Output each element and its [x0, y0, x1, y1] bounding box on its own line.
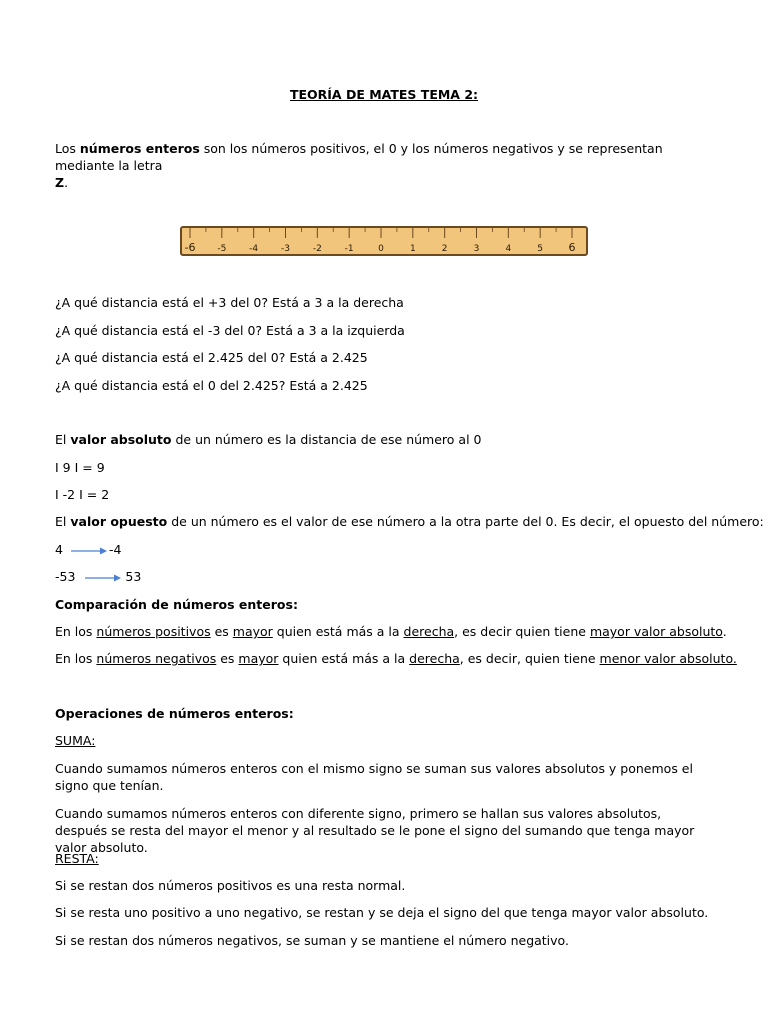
- question-1: ¿A qué distancia está el +3 del 0? Está a 3 a la derecha: [55, 295, 404, 310]
- underlined-term: mayor: [232, 624, 273, 639]
- text-segment: , es decir, quien tiene: [459, 651, 600, 666]
- question-4: ¿A qué distancia está el 0 del 2.425? Está a 2.425: [55, 378, 368, 393]
- resta-heading-text: RESTA:: [55, 851, 99, 866]
- ruler-tick-label: 0: [378, 244, 384, 254]
- opposite-bold: valor opuesto: [70, 514, 168, 529]
- ruler-tick-label: 2: [441, 244, 448, 254]
- intro-post: son los números positivos, el 0 y los números negativos y se representan mediante la letra: [55, 141, 663, 173]
- operations-heading: [55, 705, 294, 722]
- question-2: ¿A qué distancia está el -3 del 0? Está a 3 a la izquierda: [55, 323, 405, 338]
- ruler-tick-label: -1: [344, 244, 354, 254]
- ruler-tick-label: 4: [505, 244, 512, 254]
- absolute-example-2: I -2 I = 2: [55, 487, 110, 502]
- resta-paragraph-1: Si se restan dos números positivos es una resta normal.: [55, 878, 406, 893]
- opposite-example-2: [55, 568, 141, 585]
- underlined-term: menor valor absoluto.: [599, 651, 737, 666]
- intro-dot: .: [64, 175, 69, 190]
- ruler-tick-label: 6: [568, 241, 576, 254]
- underlined-term: derecha: [403, 624, 455, 639]
- underlined-term: derecha: [409, 651, 460, 666]
- opposite-ex1-from: 4: [55, 542, 63, 557]
- opposite-example-1: [55, 541, 121, 558]
- ruler-tick-label: 3: [473, 244, 480, 254]
- absolute-pre: El: [55, 432, 71, 447]
- opposite-ex1-to: -4: [108, 542, 122, 557]
- arrow-right-icon: [69, 545, 109, 557]
- absolute-example-1: I 9 I = 9: [55, 460, 105, 475]
- ruler-tick-label: -3: [281, 244, 290, 254]
- text-segment: En los: [55, 624, 97, 639]
- opposite-ex2-from: -53: [55, 569, 76, 584]
- intro-letter: Z: [55, 175, 65, 190]
- text-segment: quien está más a la: [272, 624, 404, 639]
- suma-heading-text: SUMA:: [55, 733, 96, 748]
- question-3: ¿A qué distancia está el 2.425 del 0? Está a 2.425: [55, 350, 368, 365]
- ruler-tick-label: 5: [537, 244, 544, 254]
- suma-heading: [55, 732, 95, 749]
- underlined-term: mayor valor absoluto: [589, 624, 723, 639]
- intro-pre: Los: [55, 141, 80, 156]
- text-segment: es: [216, 651, 239, 666]
- resta-heading: [55, 850, 99, 867]
- suma-paragraph-1: Cuando sumamos números enteros con el mismo signo se suman sus valores absolutos y ponemos el signo que tenían.: [55, 761, 693, 793]
- text-segment: es: [210, 624, 233, 639]
- page-title: TEORÍA DE MATES TEMA 2:: [289, 87, 479, 102]
- opposite-value-definition: [55, 513, 764, 530]
- ruler-tick-label: -6: [184, 241, 196, 254]
- opposite-ex2-to: 53: [125, 569, 142, 584]
- resta-paragraph-3: Si se restan dos números negativos, se suman y se mantiene el número negativo.: [55, 933, 569, 948]
- suma-paragraph-2: Cuando sumamos números enteros con diferente signo, primero se hallan sus valores absolutos, después se resta del mayor el menor y al resultado se le pone el signo del sumando que tenga mayor valor absoluto.: [55, 806, 695, 855]
- number-line-ruler: [180, 226, 588, 256]
- comparison-negative: [55, 650, 737, 667]
- ruler-tick-label: 1: [409, 244, 416, 254]
- absolute-post: de un número es la distancia de ese número al 0: [171, 432, 482, 447]
- underlined-term: números negativos: [96, 651, 217, 666]
- absolute-bold: valor absoluto: [70, 432, 172, 447]
- underlined-term: números positivos: [96, 624, 211, 639]
- operations-heading-text: Operaciones de números enteros:: [55, 706, 294, 721]
- intro-bold: números enteros: [79, 141, 200, 156]
- comparison-heading: [55, 596, 298, 613]
- text-segment: , es decir quien tiene: [454, 624, 590, 639]
- text-segment: En los: [55, 651, 97, 666]
- opposite-post: de un número es el valor de ese número a la otra parte del 0. Es decir, el opuesto del número:: [167, 514, 764, 529]
- ruler-tick-label: -5: [217, 244, 227, 254]
- resta-paragraph-2: Si se resta uno positivo a uno negativo, se restan y se deja el signo del que tenga mayor valor absoluto.: [55, 905, 709, 920]
- text-segment: quien está más a la: [278, 651, 410, 666]
- ruler-tick-label: -2: [312, 244, 322, 254]
- absolute-value-definition: [55, 431, 481, 448]
- ruler-tick-label: -4: [249, 244, 259, 254]
- ruler-body: [181, 227, 587, 255]
- comparison-heading-text: Comparación de números enteros:: [55, 597, 298, 612]
- underlined-term: mayor: [238, 651, 279, 666]
- arrow-right-icon: [83, 572, 123, 584]
- text-segment: .: [722, 624, 727, 639]
- comparison-positive: [55, 623, 727, 640]
- intro-paragraph: [55, 140, 715, 191]
- opposite-pre: El: [55, 514, 71, 529]
